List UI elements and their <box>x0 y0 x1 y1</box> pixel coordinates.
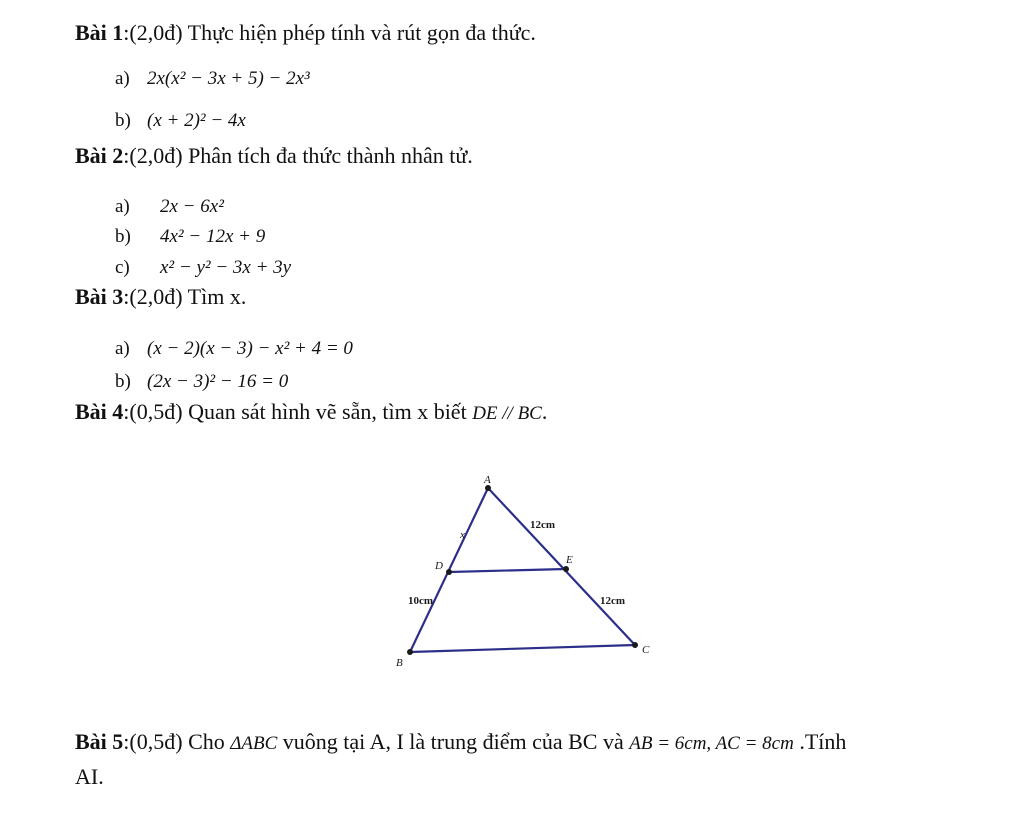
bai2-a-expr: 2x − 6x² <box>160 196 224 217</box>
bai4-condition: DE // BC <box>472 403 542 424</box>
bai2-a-label: a) <box>115 196 130 217</box>
label-ec-length: 12cm <box>600 595 626 607</box>
bai5-condition: AB = 6cm, AC = 8cm <box>629 733 794 754</box>
label-x: x <box>460 529 465 541</box>
bai5-triangle: ΔABC <box>230 733 278 754</box>
segment-de <box>449 569 566 572</box>
bai3-a-expr: (x − 2)(x − 3) − x² + 4 = 0 <box>147 338 353 359</box>
bai4-heading <box>75 399 547 427</box>
bai4-end: . <box>541 399 548 424</box>
bai3-points: :(2,0đ) <box>123 284 183 309</box>
bai1-item-b <box>115 106 246 134</box>
bai1-b-label: b) <box>115 110 131 131</box>
bai5-line2: AI. <box>75 764 104 789</box>
bai2-title: Bài 2 <box>75 143 124 168</box>
bai2-item-a <box>115 192 224 220</box>
label-b: B <box>396 657 403 669</box>
bai2-b-expr: 4x² − 12x + 9 <box>160 226 266 247</box>
point-e <box>563 566 569 572</box>
bai4-text: Quan sát hình vẽ sẵn, tìm x biết <box>182 399 473 424</box>
side-bc <box>410 645 635 652</box>
bai1-points: :(2,0đ) <box>123 20 183 45</box>
label-c: C <box>642 644 650 656</box>
bai3-item-a <box>115 334 353 362</box>
bai1-heading <box>75 20 536 46</box>
label-ae-length: 12cm <box>530 519 556 531</box>
bai5-title: Bài 5 <box>75 729 124 754</box>
bai3-b-expr: (2x − 3)² − 16 = 0 <box>147 371 289 392</box>
bai1-b-expr: (x + 2)² − 4x <box>147 110 246 131</box>
bai4-points: :(0,5đ) <box>123 399 183 424</box>
bai2-c-expr: x² − y² − 3x + 3y <box>160 257 292 278</box>
side-ac <box>488 488 635 645</box>
bai2-heading <box>75 143 473 169</box>
bai2-text: Phân tích đa thức thành nhân tử. <box>182 143 473 168</box>
bai5-points: :(0,5đ) <box>123 729 183 754</box>
bai3-item-b <box>115 367 288 395</box>
point-c <box>632 642 638 648</box>
bai1-item-a <box>115 64 310 92</box>
bai2-c-label: c) <box>115 257 130 278</box>
bai3-title: Bài 3 <box>75 284 124 309</box>
bai1-title: Bài 1 <box>75 20 124 45</box>
bai3-b-label: b) <box>115 371 131 392</box>
bai1-a-expr: 2x(x² − 3x + 5) − 2x³ <box>147 68 310 89</box>
label-a: A <box>484 474 491 486</box>
bai1-text: Thực hiện phép tính và rút gọn đa thức. <box>182 20 536 45</box>
bai3-a-label: a) <box>115 338 130 359</box>
bai2-b-label: b) <box>115 226 131 247</box>
triangle-figure <box>380 470 670 685</box>
bai2-item-c <box>115 253 291 281</box>
bai2-item-b <box>115 222 265 250</box>
point-b <box>407 649 413 655</box>
bai5-text2: vuông tại A, I là trung điểm của BC và <box>277 729 630 754</box>
bai5-heading <box>75 729 846 757</box>
bai4-title: Bài 4 <box>75 399 124 424</box>
bai3-heading <box>75 284 246 310</box>
bai5-text3: .Tính <box>793 729 847 754</box>
label-e: E <box>566 554 573 566</box>
bai2-points: :(2,0đ) <box>123 143 183 168</box>
bai5-text1: Cho <box>182 729 231 754</box>
bai3-text: Tìm x. <box>182 284 247 309</box>
label-d: D <box>435 560 443 572</box>
bai1-a-label: a) <box>115 68 130 89</box>
label-db-length: 10cm <box>408 595 434 607</box>
point-d <box>446 569 452 575</box>
